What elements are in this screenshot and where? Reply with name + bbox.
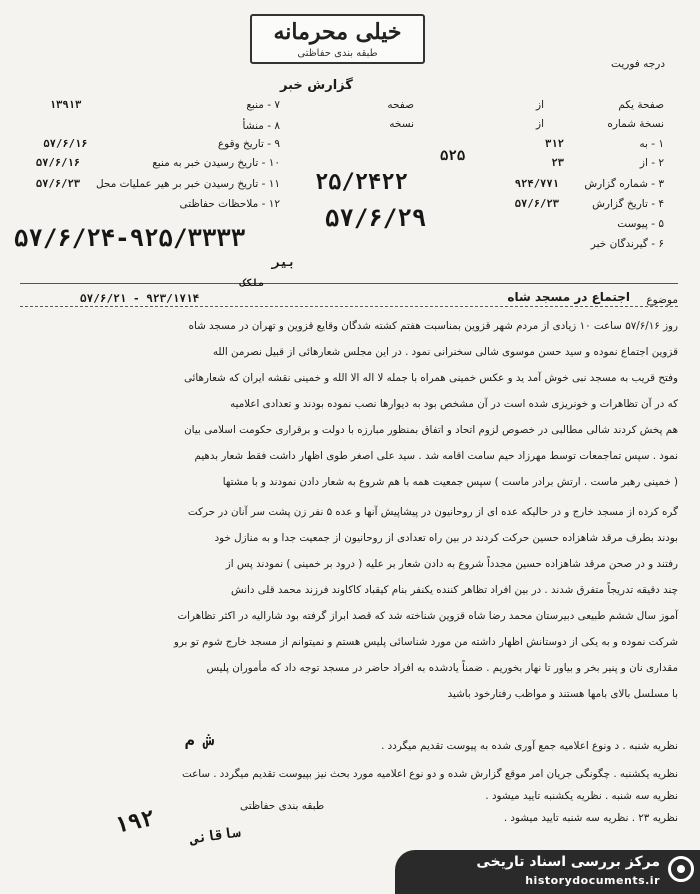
handwritten-number-7: ۱۹۲	[112, 806, 157, 839]
field-origin: ۸ - منشأ	[242, 120, 280, 132]
field-copy-number: نسخة شماره از نسخه	[389, 118, 664, 130]
field-report-number: ۳ - شماره گزارش ۹۲۴/۷۷۱	[514, 178, 664, 190]
body-line-6: نمود . سپس تماجمعات توسط مهرزاد حیم سامت اقامه شد . سید علی اصغر طوی اظهار داشت فقط شعار بدهیم	[194, 450, 678, 462]
body-line-13: شرکت نموده و به یکی از دوستانش اظهار داشته من مورد شناسائی پلیس هستم و نمیتوانم از مسجد خارج شوم تو برو	[173, 636, 678, 648]
body-line-10: رفتند و در صحن مرقد شاهزاده حسین مجدداً شروع به دادن شعار بر علیه ( درود بر خمینی ) نمودند پس از	[225, 558, 678, 570]
note-tuesday: نظریه سه شنبه . نظریه یکشنبه تایید میشود .	[485, 790, 678, 802]
body-line-8: گره کرده از مسجد خارج و در حالیکه عده ای از روحانیون در پیشاپیش آنها و عده ۵ نفر زن پشت سر آنان در حرکت	[187, 506, 678, 518]
field-security-notes: ۱۲ - ملاحظات حفاظتی	[179, 198, 280, 210]
note-sunday: نظریه یکشنبه . چگونگی جریان امر موقع گزارش شده و دو نوع اعلامیه مورد بحث نیز بپیوست تقدیم میگردد . ساعت	[181, 768, 678, 780]
priority-label: درجه فوریت	[611, 58, 665, 70]
body-line-2: قزوین اجتماع نموده و سید حسن موسوی شالی سخنرانی نمود . در این مجلس شعارهائی از قبیل نصرمن الله	[212, 346, 678, 358]
field-received-ops-date: ۱۱ - تاریخ رسیدن خبر بر هیر عملیات محل ۵۷/۶/۲۳	[35, 178, 280, 190]
stamp-subtext: طبقه بندی حفاظتی	[297, 48, 378, 59]
watermark-banner	[395, 850, 700, 894]
field-occurrence-date: ۹ - تاریخ وقوع ۵۷/۶/۱۶	[43, 138, 280, 150]
field-from: ۲ - از ۲۳	[551, 157, 664, 169]
handwritten-number-5: ۵۲۵	[440, 148, 466, 164]
handwritten-signature: ساقانی	[189, 824, 242, 848]
report-title: گزارش خبر	[280, 78, 353, 93]
handwritten-date-2: ۵۷/۶/۲۹	[325, 204, 427, 232]
body-line-1: روز ۵۷/۶/۱۶ ساعت ۱۰ زیادی از مردم شهر قزوین بمناسبت هفتم کشته شدگان وقایع قزوین و تهران در مسجد شاه	[188, 320, 678, 332]
field-received-source-date: ۱۰ - تاریخ رسیدن خبر به منبع ۵۷/۶/۱۶	[35, 157, 280, 169]
watermark-url: historydocuments.ir	[525, 874, 660, 887]
body-line-7: ( خمینی رهبر ماست . ارتش برادر ماست ) سپس جمعیت همه با هم شروع به شعار دادن نمودند و با مشتها	[222, 476, 678, 488]
subject-ref-note: ملکک	[240, 278, 265, 289]
body-line-15: با مسلسل بالای بامها هستند و مواظب رفتارخود باشید	[447, 688, 678, 700]
handwritten-number-1: ۲۵/۲۴۲۲	[315, 170, 408, 195]
note-saturday: نظریه شنبه . د ونوع اعلامیه جمع آوری شده به پیوست تقدیم میگردد .	[381, 740, 678, 752]
body-line-14: مقداری نان و پنیر بخر و بیاور تا نهار بخوریم . ضمناً یادشده به افراد حاضر در مسجد توجه داد که مأموران پلیس	[206, 662, 678, 674]
body-line-5: هم پخش کردند شالی مطالبی در خصوص لزوم اتحاد و اتفاق بمنظور مبارزه با دولت و برقراری حکومت اسلامی بیان	[184, 424, 678, 436]
watermark-title: مرکز بررسی اسناد تاریخی	[476, 854, 660, 870]
body-line-3: وفتح قریب به مسجد نبی خوش آمد ید و عکس خمینی همراه با جمله لا اله الا الله و خمینی نقشه ایران که شعارهائی	[183, 372, 678, 384]
body-line-4: که در آن تظاهرات و خونریزی شده است در آن مشخص بود به دیوارها نصب نموده بودند و تعدادی اعلامیه	[230, 398, 678, 410]
subject-reference: ۵۷/۶/۲۱ - ۹۲۳/۱۷۱۴	[80, 292, 200, 305]
field-source: ۷ - منبع ۱۳۹۱۳	[49, 99, 280, 111]
handwritten-note-4: بیر	[272, 255, 296, 270]
classification-stamp	[250, 14, 425, 64]
handwritten-initials: ش م	[185, 730, 214, 749]
subject-value: اجتماع در مسجد شاه	[507, 290, 630, 304]
field-page: صفحة يكم از صفحه	[387, 99, 664, 111]
header-divider	[20, 283, 678, 284]
watermark-logo-icon	[668, 856, 694, 882]
body-line-11: چند دقیقه تدریجاً متفرق شدند . در بین افراد تظاهر کننده یکنفر بنام کیقباد کاکاوند فرزند محمد قلی دانش	[231, 584, 678, 596]
footer-classification: طبقه بندی حفاظتی	[240, 800, 325, 812]
stamp-text: خیلی محرمانه	[273, 19, 402, 45]
body-line-12: آموز سال ششم طبیعی دبیرستان محمد رضا شاه قزوین شناخته شد که قصد ابراز گرفته بود شارالیه در اکثر تظاهرات	[177, 610, 678, 622]
body-line-9: بودند بطرف مرقد شاهزاده حسین حرکت کردند در بین راه تعدادی از روحانیون از جمعیت جدا و به منازل خود	[214, 532, 678, 544]
subject-label: موضوع	[646, 294, 678, 306]
field-recipients: ۶ - گیرندگان خبر	[590, 238, 664, 250]
field-report-date: ۴ - تاریخ گزارش ۵۷/۶/۲۳	[514, 198, 664, 210]
field-attachment: ۵ - پیوست	[617, 218, 664, 230]
note-23: نظریه ۲۳ . نظریه سه شنبه تایید میشود .	[503, 812, 678, 824]
field-to: ۱ - به ۳۱۲	[545, 138, 664, 150]
subject-divider	[20, 306, 678, 307]
handwritten-ref-3: ۵۷/۶/۲۴-۹۲۵/۳۳۳۳	[14, 224, 246, 252]
